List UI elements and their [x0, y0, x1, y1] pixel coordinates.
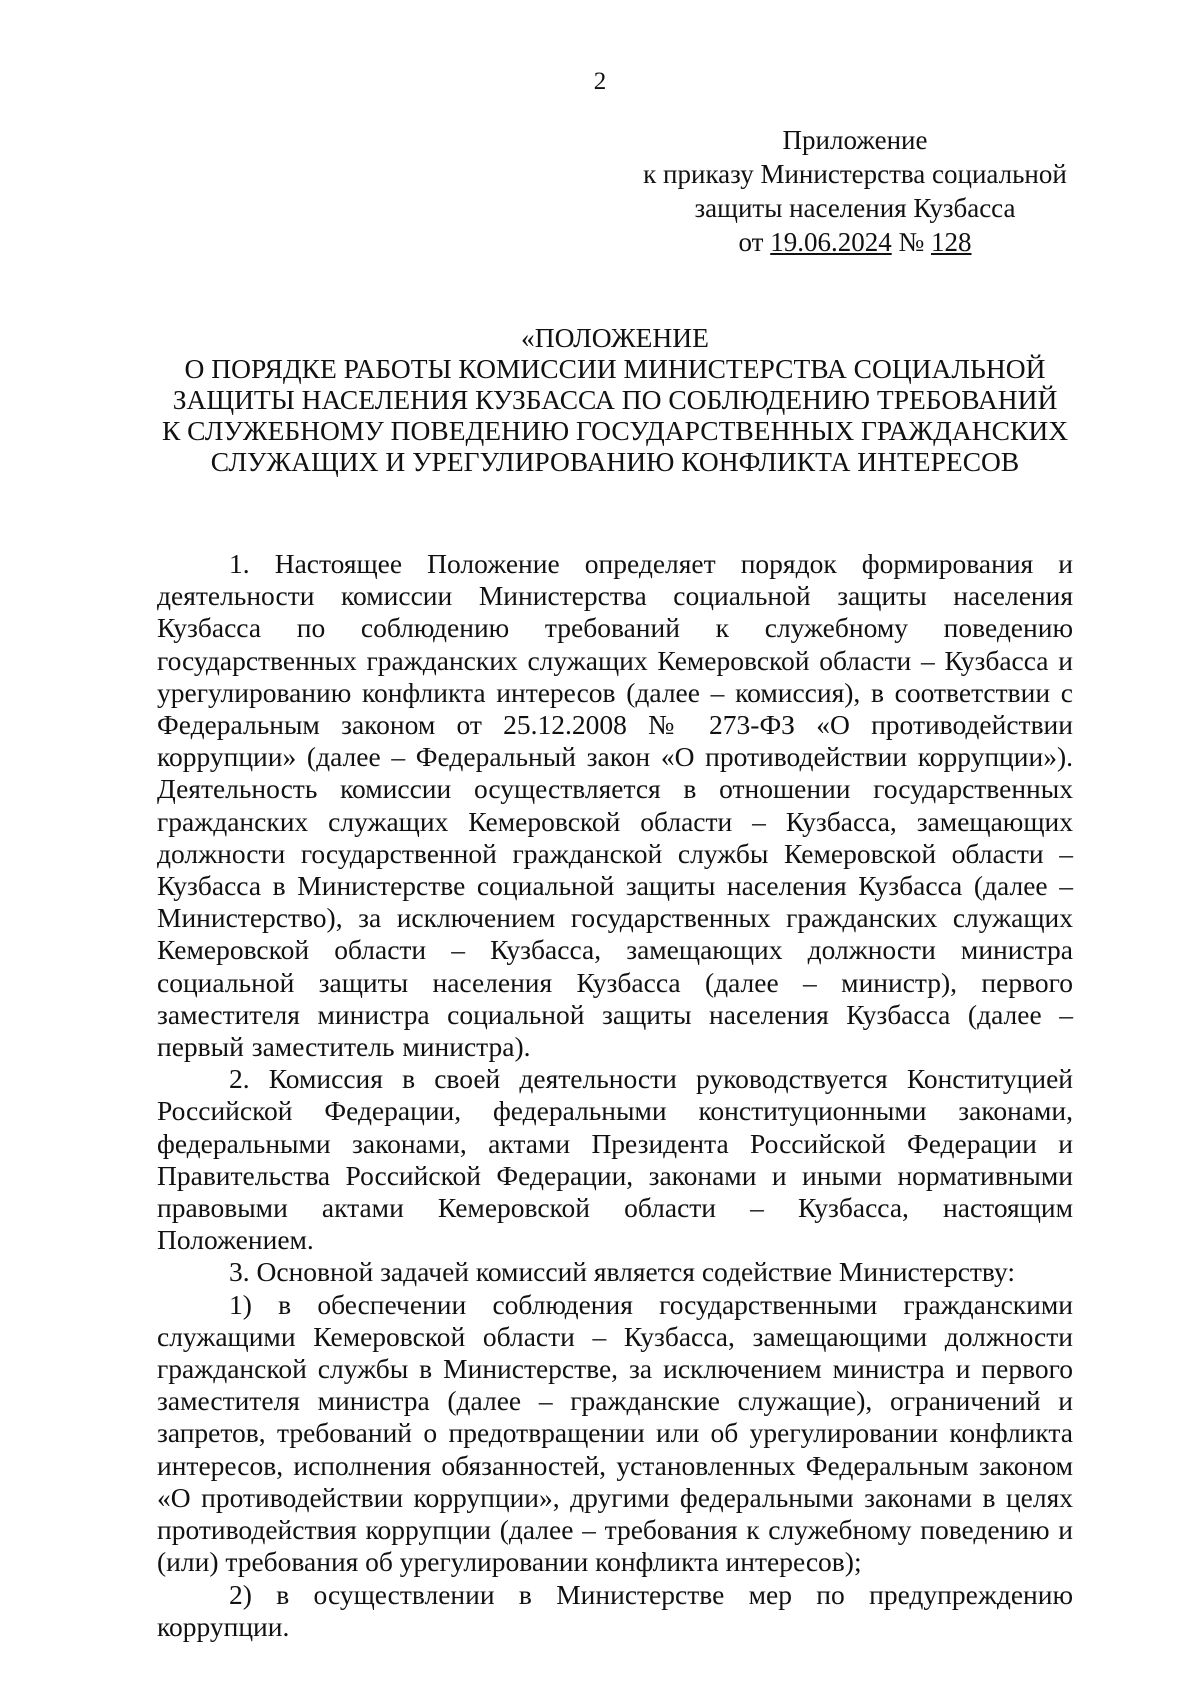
order-number: 128 — [930, 227, 972, 257]
appendix-order-ref: к приказу Министерства социальной — [643, 159, 1067, 189]
appendix-block — [640, 123, 1070, 259]
appendix-date-number — [640, 225, 1070, 259]
title-line-3: ЗАЩИТЫ НАСЕЛЕНИЯ КУЗБАССА ПО СОБЛЮДЕНИЮ ТРЕБОВАНИЙ — [172, 384, 1058, 415]
title-line-4: К СЛУЖЕБНОМУ ПОВЕДЕНИЮ ГОСУДАРСТВЕННЫХ ГРАЖДАНСКИХ — [161, 415, 1069, 446]
appendix-heading: Приложение — [782, 125, 928, 155]
paragraph-3: 3. Основной задачей комиссий является содействие Министерству: — [229, 1256, 1015, 1288]
document-title — [150, 322, 1080, 477]
number-prefix: № — [891, 227, 931, 257]
paragraph-3-item-2: 2) в осуществлении в Министерстве мер по предупреждению коррупции. — [157, 1578, 1073, 1642]
appendix-ministry: защиты населения Кузбасса — [694, 193, 1016, 223]
document-body — [157, 548, 1073, 1643]
title-line-1: «ПОЛОЖЕНИЕ — [521, 322, 709, 353]
paragraph-2: 2. Комиссия в своей деятельности руководствуется Конституцией Российской Федерации, федеральными конституционными законами, федеральными законами, актами Президента Российской Федерации и Правительства Российской Федерации, законами и иными нормативными правовыми актами Кемеровской области – Кузбасса, настоящим Положением. — [157, 1063, 1073, 1256]
date-prefix: от — [738, 227, 771, 257]
paragraph-1: 1. Настоящее Положение определяет порядок формирования и деятельности комиссии Министерства социальной защиты населения Кузбасса по соблюдению требований к служебному поведению государственных гражданских служащих Кемеровской области – Кузбасса и урегулированию конфликта интересов (далее – комиссия), в соответствии с Федеральным законом от 25.12.2008 № 273-ФЗ «О противодействии коррупции» (далее – Федеральный закон «О противодействии коррупции»). Деятельность комиссии осуществляется в отношении государственных гражданских служащих Кемеровской области – Кузбасса, замещающих должности государственной гражданской службы Кемеровской области – Кузбасса в Министерстве социальной защиты населения Кузбасса (далее – Министерство), за исключением государственных гражданских служащих Кемеровской области – Кузбасса, замещающих должности министра социальной защиты населения Кузбасса (далее – министр), первого заместителя министра социальной защиты населения Кузбасса (далее – первый заместитель министра). — [157, 548, 1073, 1063]
paragraph-3-item-1: 1) в обеспечении соблюдения государственными гражданскими служащими Кемеровской области – Кузбасса, замещающими должности гражданской службы в Министерстве, за исключением министра и первого заместителя министра (далее – гражданские служащие), ограничений и запретов, требований о предотвращении или об урегулировании конфликта интересов, исполнения обязанностей, установленных Федеральным законом «О противодействии коррупции», другими федеральными законами в целях противодействия коррупции (далее – требования к служебному поведению и (или) требования об урегулировании конфликта интересов); — [157, 1288, 1073, 1578]
order-date: 19.06.2024 — [770, 227, 892, 257]
title-line-5: СЛУЖАЩИХ И УРЕГУЛИРОВАНИЮ КОНФЛИКТА ИНТЕРЕСОВ — [210, 446, 1020, 477]
title-line-2: О ПОРЯДКЕ РАБОТЫ КОМИССИИ МИНИСТЕРСТВА СОЦИАЛЬНОЙ — [184, 353, 1046, 384]
page-number: 2 — [593, 68, 607, 95]
